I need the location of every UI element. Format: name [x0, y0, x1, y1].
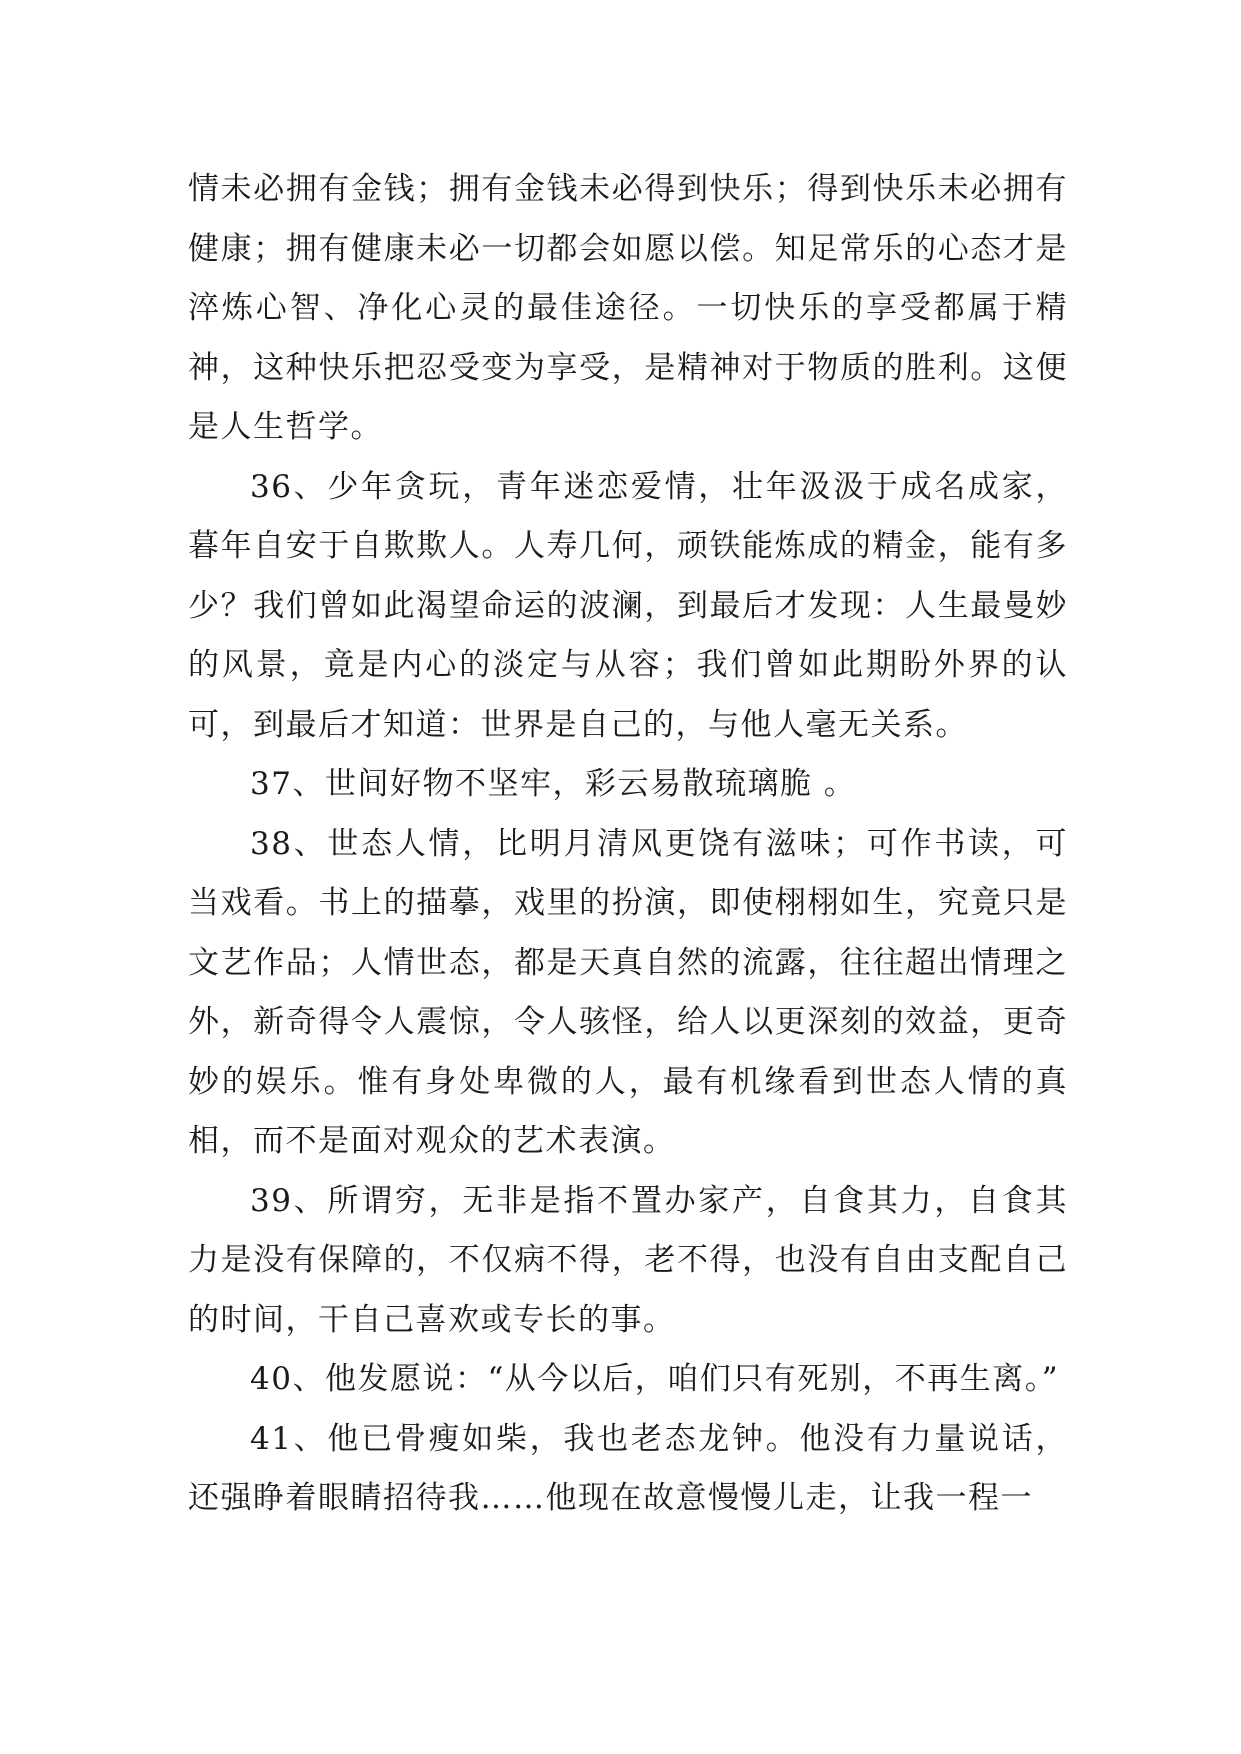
document-body: [188, 160, 1068, 1529]
paragraph-38: 38、世态人情，比明月清风更饶有滋味；可作书读，可当戏看。书上的描摹，戏里的扮演，即使栩栩如生，究竟只是文艺作品；人情世态，都是天真自然的流露，往往超出情理之外，新奇得令人震惊，令人骇怪，给人以更深刻的效益，更奇妙的娱乐。惟有身处卑微的人，最有机缘看到世态人情的真相，而不是面对观众的艺术表演。: [188, 825, 1068, 1159]
paragraph-39: 39、所谓穷，无非是指不置办家产，自食其力，自食其力是没有保障的，不仅病不得，老不得，也没有自由支配自己的时间，干自己喜欢或专长的事。: [188, 1182, 1068, 1338]
paragraph-37: 37、世间好物不坚牢，彩云易散琉璃脆 。: [250, 766, 857, 802]
paragraph-36: 36、少年贪玩，青年迷恋爱情，壮年汲汲于成名成家，暮年自安于自欺欺人。人寿几何，顽铁能炼成的精金，能有多少？我们曾如此渴望命运的波澜，到最后才发现：人生最曼妙的风景，竟是内心的淡定与从容；我们曾如此期盼外界的认可，到最后才知道：世界是自己的，与他人毫无关系。: [188, 468, 1068, 743]
paragraph-40: 40、他发愿说：“从今以后，咱们只有死别，不再生离。”: [250, 1361, 1060, 1397]
paragraph-continuation: 情未必拥有金钱；拥有金钱未必得到快乐；得到快乐未必拥有健康；拥有健康未必一切都会如愿以偿。知足常乐的心态才是淬炼心智、净化心灵的最佳途径。一切快乐的享受都属于精神，这种快乐把忍受变为享受，是精神对于物质的胜利。这便是人生哲学。: [188, 171, 1068, 445]
paragraph-41: 41、他已骨瘦如柴，我也老态龙钟。他没有力量说话，还强睁着眼睛招待我……他现在故意慢慢儿走，让我一程一: [188, 1420, 1068, 1516]
